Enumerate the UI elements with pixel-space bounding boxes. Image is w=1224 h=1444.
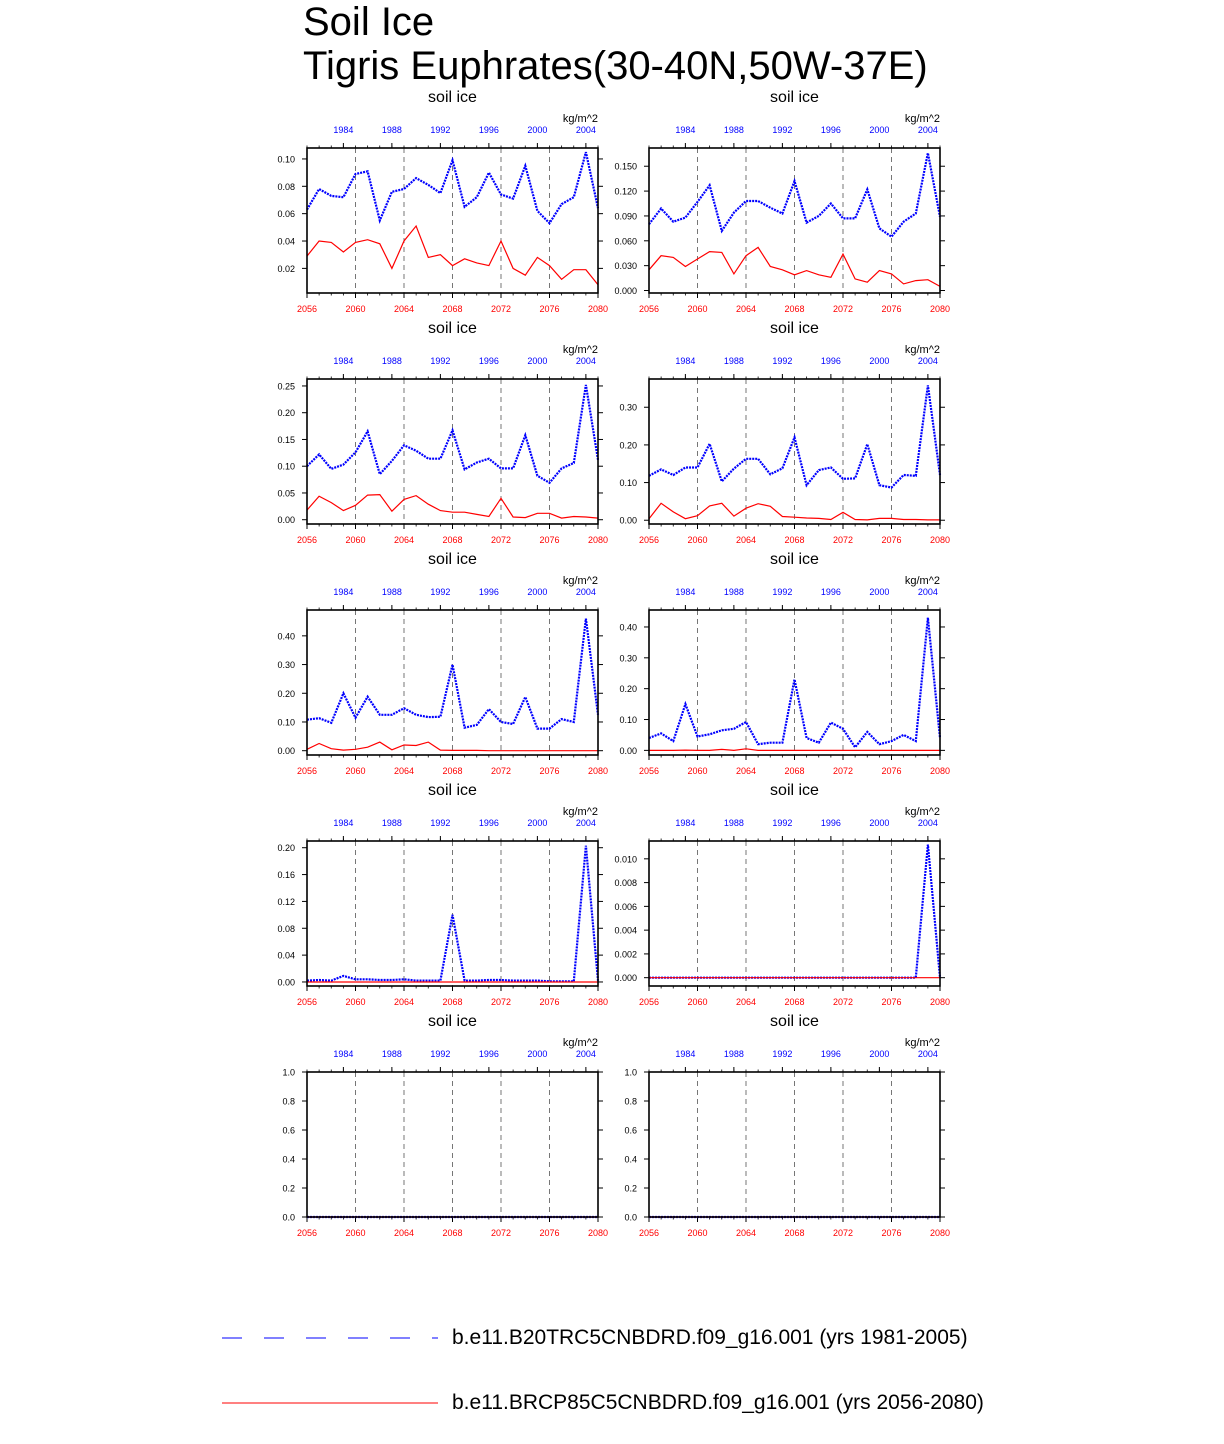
x-bottom-tick-label: 2056	[638, 766, 660, 776]
panel-title: soil ice	[428, 782, 477, 799]
x-top-tick-label: 2004	[575, 356, 596, 366]
y-tick-label: 0.25	[277, 381, 295, 392]
x-bottom-tick-label: 2064	[735, 1228, 757, 1238]
x-top-tick-label: 1988	[381, 587, 402, 597]
units-label: kg/m^2	[904, 575, 940, 587]
x-bottom-tick-label: 2060	[345, 535, 366, 545]
x-top-tick-label: 2000	[527, 356, 548, 366]
x-bottom-tick-label: 2068	[442, 304, 463, 314]
x-top-tick-label: 1992	[772, 818, 793, 828]
x-top-tick-label: 1988	[381, 1049, 402, 1059]
x-top-tick-label: 1992	[772, 356, 793, 366]
x-bottom-tick-label: 2060	[345, 766, 366, 776]
y-tick-label: 0.10	[277, 461, 295, 472]
x-bottom-tick-label: 2068	[784, 535, 805, 545]
x-bottom-tick-label: 2064	[735, 766, 757, 776]
y-tick-label: 0.20	[277, 688, 295, 699]
x-bottom-tick-label: 2080	[929, 304, 951, 314]
y-tick-label: 0.12	[277, 896, 295, 907]
x-bottom-tick-label: 2064	[735, 997, 757, 1007]
x-top-tick-label: 2004	[575, 587, 596, 597]
x-bottom-tick-label: 2064	[393, 1228, 415, 1238]
y-tick-label: 0.0	[282, 1212, 295, 1223]
x-bottom-tick-label: 2056	[638, 997, 660, 1007]
x-bottom-tick-label: 2064	[393, 535, 415, 545]
y-tick-label: 0.030	[614, 261, 637, 272]
y-tick-label: 0.05	[277, 488, 295, 499]
y-tick-label: 0.6	[624, 1125, 637, 1136]
legend-line-solid-red	[220, 1389, 440, 1419]
x-top-tick-label: 1984	[333, 818, 354, 828]
x-bottom-tick-label: 2064	[393, 766, 415, 776]
x-top-tick-label: 2000	[869, 125, 890, 135]
y-tick-label: 0.10	[277, 717, 295, 728]
x-top-tick-label: 1984	[333, 1049, 354, 1059]
x-top-tick-label: 1996	[478, 1049, 499, 1059]
x-bottom-tick-label: 2072	[832, 304, 854, 314]
figure-title-line2: Tigris Euphrates(30-40N,50W-37E)	[303, 44, 928, 88]
x-bottom-tick-label: 2080	[929, 766, 951, 776]
panel-title: soil ice	[428, 1013, 477, 1030]
x-top-tick-label: 1996	[478, 125, 499, 135]
x-top-tick-label: 2000	[527, 1049, 548, 1059]
x-bottom-tick-label: 2060	[687, 535, 708, 545]
legend-line-dashed-blue	[220, 1324, 440, 1354]
y-tick-label: 0.40	[277, 631, 295, 642]
units-label: kg/m^2	[562, 1037, 598, 1049]
x-bottom-tick-label: 2076	[881, 304, 902, 314]
y-tick-label: 0.002	[614, 949, 637, 960]
y-tick-label: 0.06	[277, 209, 295, 220]
x-bottom-tick-label: 2068	[442, 997, 463, 1007]
x-top-tick-label: 1996	[478, 818, 499, 828]
x-bottom-tick-label: 2080	[929, 997, 951, 1007]
y-tick-label: 0.0	[624, 1212, 637, 1223]
x-bottom-tick-label: 2072	[490, 997, 512, 1007]
y-tick-label: 1.0	[624, 1067, 637, 1078]
x-bottom-tick-label: 2080	[587, 766, 609, 776]
x-top-tick-label: 2004	[575, 125, 596, 135]
x-top-tick-label: 2004	[917, 818, 938, 828]
x-bottom-tick-label: 2068	[784, 304, 805, 314]
panel-title: soil ice	[428, 320, 477, 337]
x-top-tick-label: 1984	[333, 125, 354, 135]
x-top-tick-label: 1992	[430, 1049, 451, 1059]
y-tick-label: 0.04	[277, 236, 295, 247]
x-top-tick-label: 2000	[527, 818, 548, 828]
units-label: kg/m^2	[904, 806, 940, 818]
x-top-tick-label: 1984	[675, 587, 696, 597]
chart-panel-5	[277, 551, 608, 776]
x-top-tick-label: 1988	[723, 818, 744, 828]
x-bottom-tick-label: 2056	[296, 997, 318, 1007]
x-top-tick-label: 1996	[820, 587, 841, 597]
x-bottom-tick-label: 2072	[832, 766, 854, 776]
x-bottom-tick-label: 2076	[881, 1228, 902, 1238]
y-tick-label: 0.008	[614, 878, 637, 889]
series-line-historical	[649, 845, 940, 978]
x-bottom-tick-label: 2060	[687, 304, 708, 314]
x-bottom-tick-label: 2064	[735, 304, 757, 314]
chart-panel-9	[282, 1013, 608, 1238]
x-top-tick-label: 1988	[723, 125, 744, 135]
chart-panel-10	[624, 1013, 950, 1238]
x-top-tick-label: 1984	[675, 818, 696, 828]
y-tick-label: 0.04	[277, 950, 295, 961]
x-bottom-tick-label: 2064	[393, 997, 415, 1007]
y-tick-label: 0.000	[614, 973, 637, 984]
panel-title: soil ice	[428, 89, 477, 106]
y-tick-label: 0.000	[614, 286, 637, 297]
x-top-tick-label: 1988	[381, 818, 402, 828]
x-bottom-tick-label: 2056	[638, 1228, 660, 1238]
y-tick-label: 0.8	[624, 1096, 637, 1107]
x-top-tick-label: 2004	[575, 1049, 596, 1059]
y-tick-label: 0.15	[277, 434, 295, 445]
x-top-tick-label: 1988	[381, 356, 402, 366]
x-bottom-tick-label: 2060	[345, 1228, 366, 1238]
y-tick-label: 0.08	[277, 923, 295, 934]
x-bottom-tick-label: 2068	[442, 1228, 463, 1238]
chart-panel-8	[614, 782, 950, 1007]
x-bottom-tick-label: 2056	[296, 535, 318, 545]
y-tick-label: 0.2	[282, 1183, 295, 1194]
y-tick-label: 0.6	[282, 1125, 295, 1136]
x-bottom-tick-label: 2060	[687, 997, 708, 1007]
x-top-tick-label: 1984	[675, 1049, 696, 1059]
y-tick-label: 0.30	[619, 653, 637, 664]
x-top-tick-label: 1984	[333, 356, 354, 366]
y-tick-label: 0.30	[277, 660, 295, 671]
x-top-tick-label: 2000	[527, 587, 548, 597]
y-tick-label: 0.4	[624, 1154, 637, 1165]
x-top-tick-label: 1992	[430, 125, 451, 135]
y-tick-label: 0.20	[277, 408, 295, 419]
x-bottom-tick-label: 2068	[784, 997, 805, 1007]
x-bottom-tick-label: 2080	[587, 1228, 609, 1238]
x-bottom-tick-label: 2080	[587, 304, 609, 314]
x-bottom-tick-label: 2080	[929, 1228, 951, 1238]
y-tick-label: 0.4	[282, 1154, 295, 1165]
chart-panel-2	[614, 89, 950, 314]
x-bottom-tick-label: 2056	[638, 535, 660, 545]
x-bottom-tick-label: 2080	[587, 997, 609, 1007]
x-bottom-tick-label: 2068	[442, 535, 463, 545]
x-bottom-tick-label: 2076	[881, 766, 902, 776]
x-top-tick-label: 2000	[527, 125, 548, 135]
units-label: kg/m^2	[562, 806, 598, 818]
y-tick-label: 0.16	[277, 870, 295, 881]
x-bottom-tick-label: 2076	[881, 535, 902, 545]
y-tick-label: 0.090	[614, 211, 637, 222]
y-tick-label: 0.120	[614, 186, 637, 197]
x-bottom-tick-label: 2072	[490, 766, 512, 776]
x-bottom-tick-label: 2060	[687, 1228, 708, 1238]
x-bottom-tick-label: 2056	[296, 304, 318, 314]
x-top-tick-label: 2000	[869, 1049, 890, 1059]
x-top-tick-label: 1988	[723, 587, 744, 597]
y-tick-label: 0.00	[277, 977, 295, 988]
x-bottom-tick-label: 2064	[735, 535, 757, 545]
x-bottom-tick-label: 2080	[587, 535, 609, 545]
y-tick-label: 0.006	[614, 901, 637, 912]
chart-panel-4	[619, 320, 950, 545]
y-tick-label: 0.8	[282, 1096, 295, 1107]
panel-title: soil ice	[770, 320, 819, 337]
y-tick-label: 0.10	[277, 154, 295, 165]
x-bottom-tick-label: 2060	[345, 997, 366, 1007]
x-bottom-tick-label: 2072	[832, 535, 854, 545]
x-top-tick-label: 2000	[869, 818, 890, 828]
x-bottom-tick-label: 2060	[687, 766, 708, 776]
panel-title: soil ice	[428, 551, 477, 568]
legend-label-historical: b.e11.B20TRC5CNBDRD.f09_g16.001 (yrs 1981-2005)	[452, 1326, 968, 1349]
x-top-tick-label: 1992	[772, 1049, 793, 1059]
x-top-tick-label: 2004	[917, 1049, 938, 1059]
x-top-tick-label: 1988	[381, 125, 402, 135]
y-tick-label: 0.00	[277, 515, 295, 526]
x-bottom-tick-label: 2080	[929, 535, 951, 545]
x-top-tick-label: 2000	[869, 587, 890, 597]
x-bottom-tick-label: 2072	[490, 1228, 512, 1238]
x-top-tick-label: 1992	[430, 818, 451, 828]
y-tick-label: 0.20	[619, 440, 637, 451]
units-label: kg/m^2	[562, 575, 598, 587]
x-bottom-tick-label: 2072	[490, 535, 512, 545]
x-top-tick-label: 1984	[333, 587, 354, 597]
panel-title: soil ice	[770, 782, 819, 799]
x-top-tick-label: 1996	[478, 356, 499, 366]
y-tick-label: 0.40	[619, 622, 637, 633]
x-top-tick-label: 1992	[772, 587, 793, 597]
y-tick-label: 0.02	[277, 263, 295, 274]
y-tick-label: 0.2	[624, 1183, 637, 1194]
y-tick-label: 0.010	[614, 854, 637, 865]
x-top-tick-label: 1992	[772, 125, 793, 135]
chart-panel-1	[277, 89, 608, 314]
x-top-tick-label: 2004	[917, 356, 938, 366]
x-bottom-tick-label: 2072	[832, 1228, 854, 1238]
x-bottom-tick-label: 2076	[881, 997, 902, 1007]
x-bottom-tick-label: 2056	[296, 766, 318, 776]
x-top-tick-label: 2004	[917, 587, 938, 597]
units-label: kg/m^2	[904, 113, 940, 125]
y-tick-label: 0.10	[619, 478, 637, 489]
y-tick-label: 0.10	[619, 715, 637, 726]
units-label: kg/m^2	[904, 344, 940, 356]
panel-title: soil ice	[770, 1013, 819, 1030]
x-top-tick-label: 2004	[917, 125, 938, 135]
units-label: kg/m^2	[904, 1037, 940, 1049]
x-top-tick-label: 2004	[575, 818, 596, 828]
x-bottom-tick-label: 2076	[539, 535, 560, 545]
x-top-tick-label: 1996	[478, 587, 499, 597]
legend-label-rcp85: b.e11.BRCP85C5CNBDRD.f09_g16.001 (yrs 2056-2080)	[452, 1391, 984, 1414]
x-bottom-tick-label: 2056	[638, 304, 660, 314]
chart-panel-7	[277, 782, 608, 1007]
x-bottom-tick-label: 2076	[539, 304, 560, 314]
y-tick-label: 0.00	[619, 515, 637, 526]
units-label: kg/m^2	[562, 113, 598, 125]
y-tick-label: 0.150	[614, 161, 637, 172]
y-tick-label: 0.060	[614, 236, 637, 247]
panel-title: soil ice	[770, 551, 819, 568]
y-tick-label: 0.08	[277, 181, 295, 192]
y-tick-label: 0.00	[277, 746, 295, 757]
x-bottom-tick-label: 2068	[784, 1228, 805, 1238]
x-bottom-tick-label: 2076	[539, 1228, 560, 1238]
y-tick-label: 0.00	[619, 745, 637, 756]
y-tick-label: 0.20	[277, 843, 295, 854]
x-top-tick-label: 1996	[820, 1049, 841, 1059]
x-top-tick-label: 1992	[430, 356, 451, 366]
x-top-tick-label: 1996	[820, 818, 841, 828]
x-bottom-tick-label: 2076	[539, 766, 560, 776]
x-bottom-tick-label: 2072	[832, 997, 854, 1007]
units-label: kg/m^2	[562, 344, 598, 356]
x-bottom-tick-label: 2076	[539, 997, 560, 1007]
x-bottom-tick-label: 2072	[490, 304, 512, 314]
x-top-tick-label: 1984	[675, 356, 696, 366]
y-tick-label: 0.30	[619, 402, 637, 413]
x-top-tick-label: 1996	[820, 356, 841, 366]
x-top-tick-label: 2000	[869, 356, 890, 366]
x-top-tick-label: 1988	[723, 1049, 744, 1059]
chart-panel-6	[619, 551, 950, 776]
panel-title: soil ice	[770, 89, 819, 106]
x-bottom-tick-label: 2064	[393, 304, 415, 314]
x-top-tick-label: 1988	[723, 356, 744, 366]
x-bottom-tick-label: 2056	[296, 1228, 318, 1238]
figure-title-line1: Soil Ice	[303, 0, 435, 44]
x-bottom-tick-label: 2068	[442, 766, 463, 776]
y-tick-label: 0.20	[619, 684, 637, 695]
x-bottom-tick-label: 2060	[345, 304, 366, 314]
y-tick-label: 1.0	[282, 1067, 295, 1078]
x-top-tick-label: 1992	[430, 587, 451, 597]
chart-panel-3	[277, 320, 608, 545]
x-top-tick-label: 1984	[675, 125, 696, 135]
x-bottom-tick-label: 2068	[784, 766, 805, 776]
x-top-tick-label: 1996	[820, 125, 841, 135]
y-tick-label: 0.004	[614, 925, 637, 936]
